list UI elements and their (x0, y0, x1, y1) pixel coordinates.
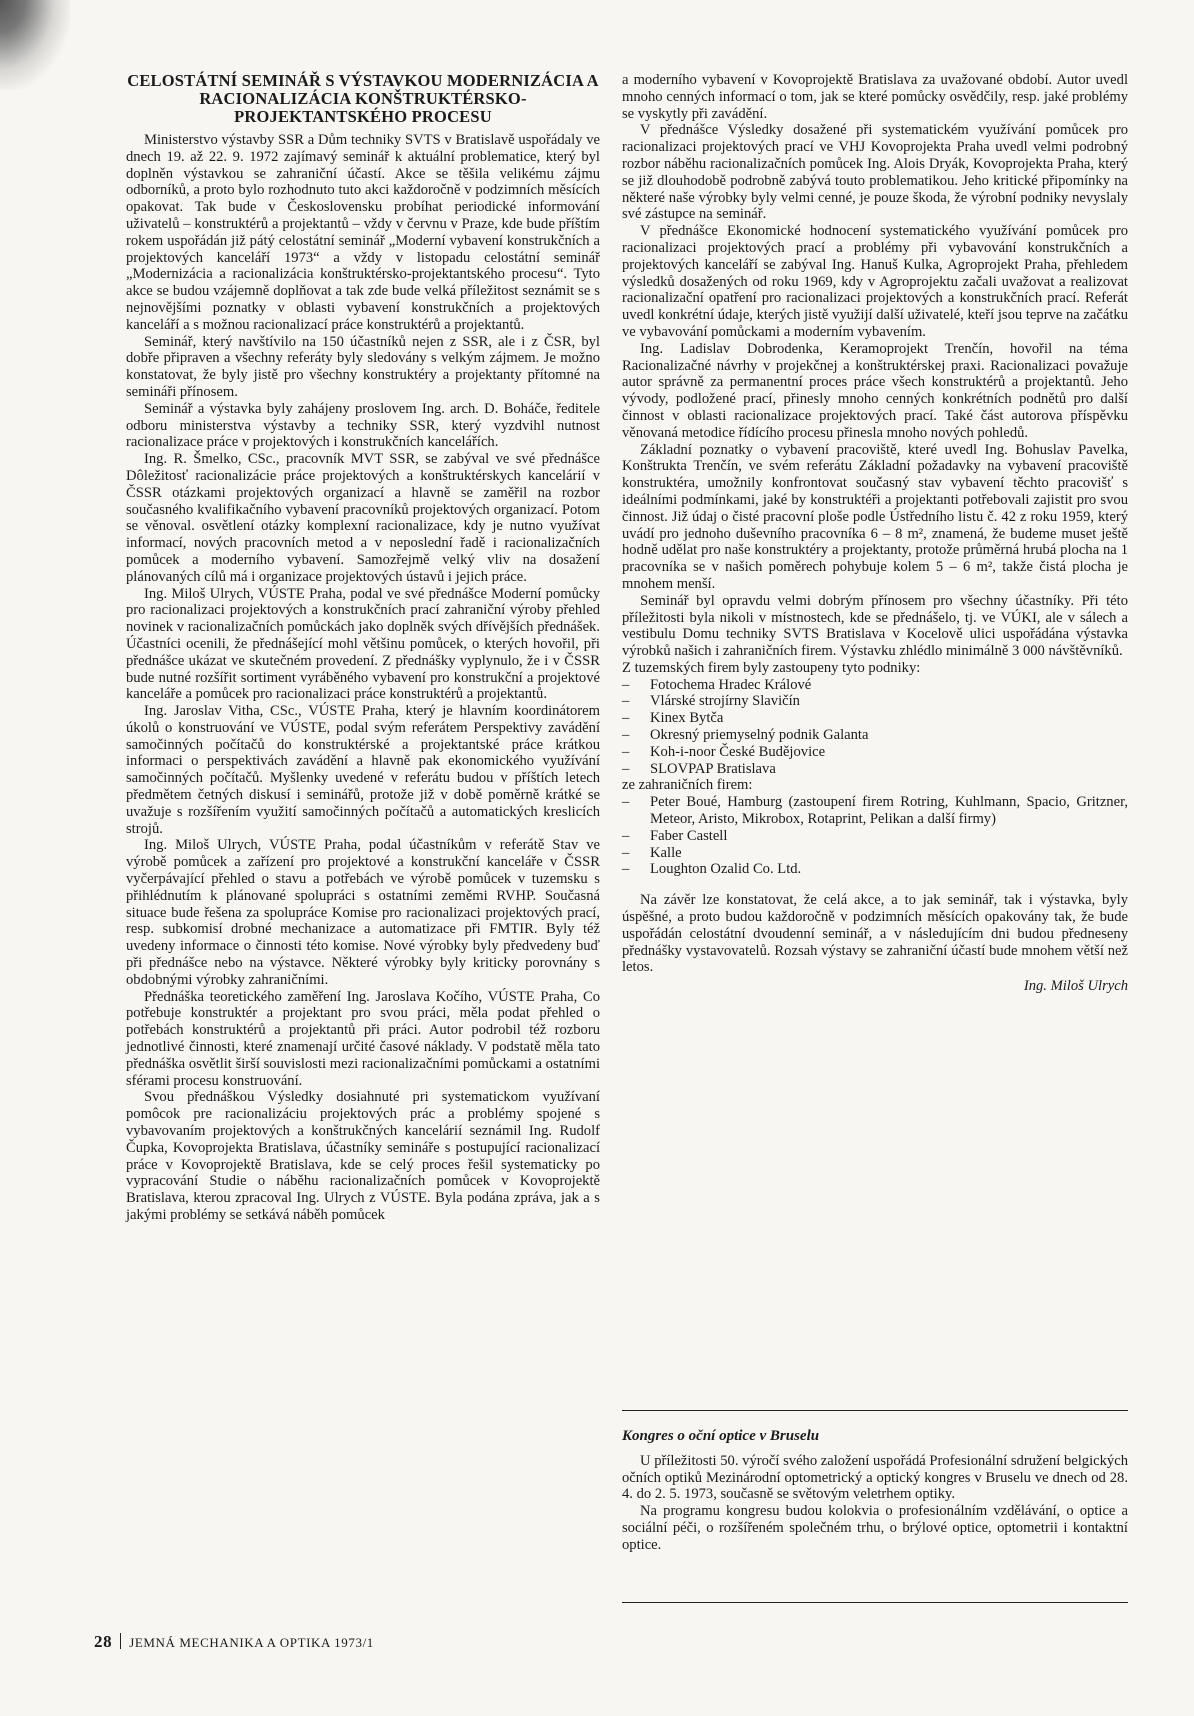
paragraph: Ing. Ladislav Dobrodenka, Keramoprojekt Trenčín, hovořil na téma Racionalizačné návrhy v projekčnej a konštruktérskej praxi. Racionalizaci považuje autor správně za permanentní proces práce všech konstruktérů a projektantů. Jeho vývody, podložené prací, přinesly mnoho cenných konkrétních podnětů pro další činnost v oblasti racionalizace projektových prací. Také část autorova příspěvku věnovaná metodice řídícího procesu přinesla mnoho nových pohledů. (622, 340, 1128, 441)
paragraph: Seminář, který navštívilo na 150 účastníků nejen z SSR, ale i z ČSR, byl dobře připraven a všechny referáty byly sledovány s velkým zájmem. Je možno konstatovat, že byly jistě pro všechny konstruktéry a projektanty přítomné na semináři přínosem. (126, 333, 600, 400)
paragraph: Přednáška teoretického zaměření Ing. Jaroslava Kočího, VÚSTE Praha, Co potřebuje konstruktér a projektant pro svou práci, měla podat přehled o potřebách konstruktérů a projektantů při práci. Autor podrobil též rozboru jednotlivé činnosti, které znamenají určité časové náklady. V podstatě měla tato přednáška osvětlit širší souvislosti mezi racionalizačními pomůckami a ostatními sférami procesu konstruování. (126, 988, 600, 1089)
domestic-firms-intro: Z tuzemských firem byly zastoupeny tyto podniky: (622, 659, 921, 676)
footer-separator (120, 1633, 121, 1649)
paragraph: Ing. Jaroslav Vitha, CSc., VÚSTE Praha, který je hlavním koordinátorem úkolů o konstruování ve VÚSTE, podal svým referátem Perspektivy zavádění samočinných počítačů do konstruktérské a projektantské práce krátkou informaci o perspektivách zavádění a hlavně pak ekonomického využívání samočinných počítačů. Myšlenky uvedené v referátu budou v příštích letech předmětem četných diskusí i seminářů, protože již v době poměrně krátké se uvažuje s rozšířením využití samočinných počítačů a automatických kreslicích strojů. (126, 703, 600, 837)
paragraph: Ing. R. Šmelko, CSc., pracovník MVT SSR, se zabýval ve své přednášce Dôležitosť racionalizácie práce projektových a konštruktérskych kancelárií v ČSSR otázkami projektových organizací a hlavně se zaměřil na rozbor současného kvalifikačního vybavení pracovníků projektových organizací. Potom se věnoval. osvětlení otázky komplexní racionalizace, kdy je nutno využívat informací, nových pracovních metod a v neposlední řadě i racionalizačních pomůcek a moderního vybavení. Samozřejmě velký vliv na dosažení plánovaných cílů má i organizace projektových ústavů i jejich práce. (126, 451, 600, 585)
list-item: – Okresný priemyselný podnik Galanta (622, 727, 1128, 744)
left-column (126, 72, 600, 1224)
article-author: Ing. Miloš Ulrych (1023, 978, 1128, 995)
list-item: – Loughton Ozalid Co. Ltd. (622, 861, 1128, 878)
paragraph: U příležitosti 50. výročí svého založení uspořádá Profesionální sdružení belgických očních optiků Mezinárodní optometrický a optický kongres v Bruselu ve dnech od 28. 4. do 2. 5. 1973, současně se světovým veletrhem optiky. (622, 1452, 1128, 1503)
section-divider (622, 1602, 1128, 1603)
scan-corner-shadow (0, 0, 70, 90)
paragraph: Základní poznatky o vybavení pracoviště, které uvedl Ing. Bohuslav Pavelka, Konštrukta Trenčín, ve svém referátu Základní požadavky na vybavení pracoviště konstruktéra, umožnily konfrontovat současný stav vybavení těchto pracovišť s ideálními podmínkami, jaké by konstruktéři a projektanti potřebovali zajistit pro svou činnost. Již údaj o čisté pracovní ploše podle Ústředního listu č. 42 z roku 1959, který uvádí pro jednoho duševního pracovníka 6 – 8 m², znamená, že budeme muset ještě hodně udělat pro naše konstruktéry a projektanty, protože průměrná hrubá plocha na 1 pracovníka se v našich poměrech pohybuje kolem 5 – 6 m², takže čistá plocha je mnohem menší. (622, 441, 1128, 592)
domestic-firms-list (622, 677, 1128, 778)
page-footer (94, 1632, 374, 1652)
article-title: CELOSTÁTNÍ SEMINÁŘ S VÝSTAVKOU MODERNIZÁCIA A RACIONALIZÁCIA KONŠTRUKTÉRSKO-PROJEKTANTSKÉHO PROCESU (127, 71, 599, 126)
foreign-firms-intro: ze zahraničních firem: (622, 777, 753, 794)
kongres-article (622, 1428, 1128, 1554)
foreign-firms-list (622, 794, 1128, 878)
paragraph-continued: a moderního vybavení v Kovoprojektě Bratislava za uvažované období. Autor uvedl mnoho cenných informací o tom, jak se které pomůcky osvědčily, resp. jaké problémy se vyskytly při zavádění. (622, 72, 1128, 122)
paragraph: Ing. Miloš Ulrych, VÚSTE Praha, podal účastníkům v referátě Stav ve výrobě pomůcek a zařízení pro projektové a konstrukční kanceláře v ČSSR vyčerpávající přehled o stavu a potřebách ve výrobě pomůcek v tuzemsku s přihlédnutím k plánované spolupráci s ostatními zeměmi RVHP. Současná situace bude řešena za spolupráce Komise pro racionalizaci projektových prací, resp. subkomisí drobné mechanizace a automatizace při FMTIR. Byly též uvedeny informace o činnosti této komise. Nové výrobky byly předvedeny buď při přednášce nebo na výstavce. Některé výrobky byly kriticky porovnány s obdobnými výrobky zahraničními. (126, 837, 600, 988)
paragraph: Na programu kongresu budou kolokvia o profesionálním vzdělávání, o optice a sociální péči, o rozšířeném společném trhu, o brýlové optice, optometrii i kontaktní optice. (622, 1503, 1128, 1553)
list-item: – Koh-i-noor České Budějovice (622, 744, 1128, 761)
list-item: – Kalle (622, 845, 1128, 862)
list-item: – SLOVPAP Bratislava (622, 761, 1128, 778)
closing-paragraph: Na závěr lze konstatovat, že celá akce, a to jak seminář, tak i výstavka, byly úspěšné, a proto budou každoročně v podzimních měsících opakovány tak, že bude uspořádán celostátní dvoudenní seminář, a v následujícím dni budou předneseny přednášky vystavovatelů. Rozsah výstavy se zahraniční účastí bude mnohem větší než letos. (622, 892, 1128, 976)
list-item: – Fotochema Hradec Králové (622, 677, 1128, 694)
page-number: 28 (94, 1632, 113, 1651)
kongres-title: Kongres o oční optice v Bruselu (622, 1428, 820, 1444)
list-item: – Vlárské strojírny Slavičín (622, 693, 1128, 710)
list-item: – Faber Castell (622, 828, 1128, 845)
paragraph: Seminář a výstavka byly zahájeny proslovem Ing. arch. D. Boháče, ředitele odboru ministerstva výstavby a techniky SSR, který vyzdvihl nutnost racionalizace práce v projektových i konstrukčních kancelářích. (126, 400, 600, 451)
paragraph: Seminář byl opravdu velmi dobrým přínosem pro všechny účastníky. Při této příležitosti byla nikoli v místnostech, kde se přednášelo, tj. ve VÚKI, ale v sálech a vestibulu Domu techniky SVTS Bratislava v Kocelově ulici uspořádána výstavka výrobků našich i zahraničních firem. Výstavku zhlédlo minimálně 3 000 návštěvníků. (622, 592, 1128, 660)
list-item: – Kinex Bytča (622, 710, 1128, 727)
paragraph: Ing. Miloš Ulrych, VÚSTE Praha, podal ve své přednášce Moderní pomůcky pro racionalizaci projektových a konstrukčních prací zahraniční výroby přehled novinek v racionalizačních pomůckách jako doplněk svých dřívějších přednášek. Účastníci ocenili, že přednášející mohl většinu pomůcek, o kterých hovořil, při přednášce ukázat ve skutečném provedení. Z přednášky vyplynulo, že i v ČSSR bude nutné rozšířit sortiment vyráběného vybavení pro konstrukční a projektové kanceláře a pomůcek pro racionalizaci práce konstruktérů a projektantů. (126, 585, 600, 703)
paragraph: V přednášce Výsledky dosažené při systematickém využívání pomůcek pro racionalizaci projektových prací ve VHJ Kovoprojekta Praha uvedl velmi podrobný rozbor náběhu racionalizačních pomůcek Ing. Alois Dryák, Kovoprojekta Praha, který se již dlouhodobě podrobně zabývá touto problematikou. Jeho kritické připomínky na některé naše výrobky byly velmi cenné, je pouze škoda, že výrobní podniky nevyslaly své zástupce na seminář. (622, 122, 1128, 223)
journal-name: JEMNÁ MECHANIKA A OPTIKA 1973/1 (129, 1635, 374, 1650)
paragraph: Svou přednáškou Výsledky dosiahnuté pri systematickom využívaní pomôcok pre racionalizáciu projektových prác a problémy spojené s vybavovaním projektových a konštrukčných kancelárií seznámil Ing. Rudolf Čupka, Kovoprojekta Bratislava, účastníky semináře s postupující racionalizací práce v Kovoprojektě Bratislava, kde se celý proces řešil systematicky po vypracování Studie o náběhu racionalizačních pomůcek v Kovoprojektě Bratislava, kterou zpracoval Ing. Ulrych z VÚSTE. Byla podána zpráva, jak a s jakými problémy se setkává náběh pomůcek (126, 1089, 600, 1223)
right-column (622, 72, 1128, 995)
paragraph: V přednášce Ekonomické hodnocení systematického využívání pomůcek pro racionalizaci projektových prací a problémy při vybavování konstrukčních a projektových kanceláří se zabýval Ing. Hanuš Kulka, Agroprojekt Praha, přehledem výsledků dosažených od roku 1969, kdy v Agroprojektu začali uvažovat a realizovat racionalizační opatření pro racionalizaci projektových a konstrukčních prací. Referát uvedl konkrétní údaje, kterých jistě využijí další uživatelé, kteří jsou teprve na začátku ve vybavování pomůckami a moderním vybavením. (622, 223, 1128, 340)
section-divider (622, 1410, 1128, 1411)
paragraph: Ministerstvo výstavby SSR a Dům techniky SVTS v Bratislavě uspořádaly ve dnech 19. až 22. 9. 1972 zajímavý seminář k aktuální problematice, který byl doplněn výstavkou se zahraniční účastí. Akce se těšila velikému zájmu odborníků, a proto bylo rozhodnuto tuto akci každoročně v podzimních měsících opakovat. Tak bude v Československu probíhat periodické informování uživatelů – konstruktérů a projektantů – vždy v červnu v Praze, kde bude příštím rokem uspořádán již pátý celostátní seminář „Moderní vybavení konstrukčních a projektových kanceláří 1973“ a vždy v listopadu celostátní seminář „Modernizácia a racionalizácia konštruktérsko-projektantského procesu“. Tyto akce se budou vzájemně doplňovat a tak zde bude velká příležitost seznámit se s nejnovějšími poznatky v oblasti vybavení konstrukčních a projektových kanceláří a s možnou racionalizací práce konstruktérů a projektantů. (126, 132, 600, 333)
list-item: – Peter Boué, Hamburg (zastoupení firem Rotring, Kuhlmann, Spacio, Gritzner, Meteor, Aristo, Mikrobox, Rotaprint, Pelikan a další firmy) (622, 794, 1128, 828)
